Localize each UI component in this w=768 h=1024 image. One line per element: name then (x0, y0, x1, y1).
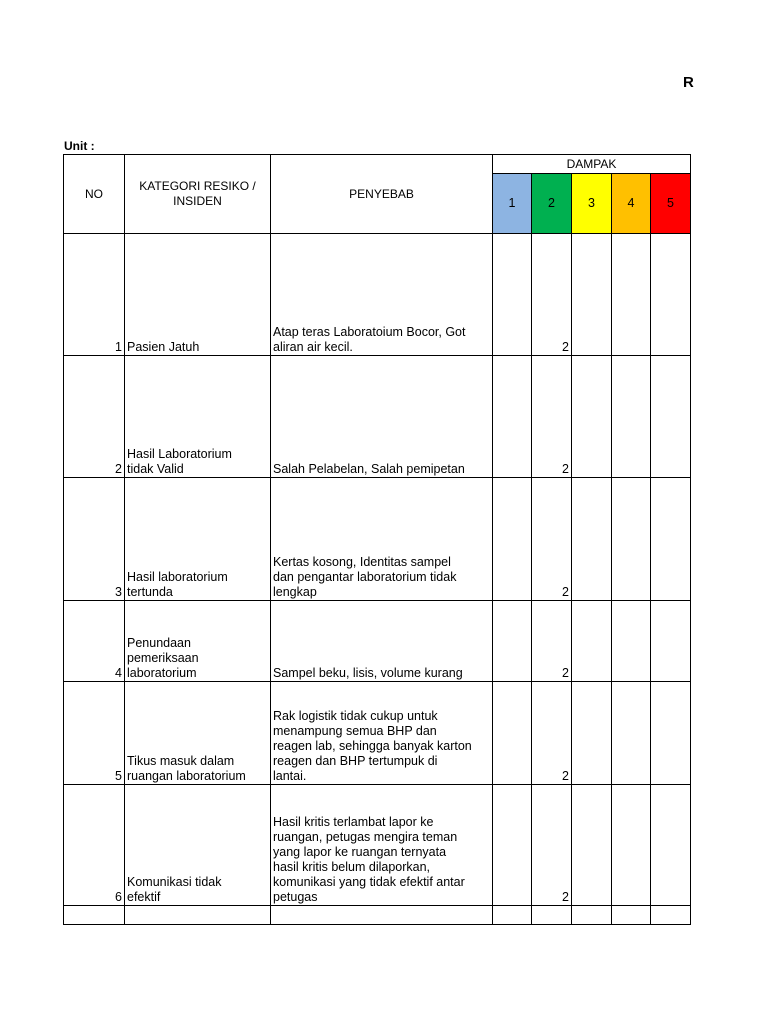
column-header-no: NO (64, 155, 125, 234)
empty-cell (532, 906, 572, 925)
impact-cell-3 (572, 785, 612, 906)
impact-cell-5 (651, 478, 691, 601)
column-header-cause: PENYEBAB (271, 155, 493, 234)
row-number: 3 (64, 478, 125, 601)
column-header-category: KATEGORI RESIKO / INSIDEN (125, 155, 271, 234)
impact-level-4: 4 (612, 174, 651, 234)
risk-category: Hasil laboratorium tertunda (125, 478, 271, 601)
empty-cell (612, 906, 651, 925)
impact-cell-5 (651, 601, 691, 682)
impact-cell-4 (612, 601, 651, 682)
document-title-fragment: R (683, 74, 694, 91)
impact-cell-4 (612, 682, 651, 785)
impact-cell-5 (651, 785, 691, 906)
impact-cell-2: 2 (532, 601, 572, 682)
table-row (64, 356, 691, 478)
empty-cell (271, 906, 493, 925)
empty-cell (493, 906, 532, 925)
impact-cell-3 (572, 356, 612, 478)
impact-cell-4 (612, 356, 651, 478)
row-number: 2 (64, 356, 125, 478)
risk-cause: Sampel beku, lisis, volume kurang (271, 601, 493, 682)
risk-cause: Salah Pelabelan, Salah pemipetan (271, 356, 493, 478)
impact-cell-3 (572, 601, 612, 682)
risk-cause: Kertas kosong, Identitas sampel dan pengantar laboratorium tidak lengkap (271, 478, 493, 601)
risk-category: Tikus masuk dalam ruangan laboratorium (125, 682, 271, 785)
impact-cell-1 (493, 356, 532, 478)
risk-cause: Rak logistik tidak cukup untuk menampung semua BHP dan reagen lab, sehingga banyak karton reagen dan BHP tertumpuk di lantai. (271, 682, 493, 785)
impact-level-2: 2 (532, 174, 572, 234)
impact-cell-4 (612, 478, 651, 601)
table-row (64, 478, 691, 601)
impact-cell-2: 2 (532, 234, 572, 356)
risk-category: Pasien Jatuh (125, 234, 271, 356)
risk-register-table (63, 154, 691, 925)
row-number: 6 (64, 785, 125, 906)
impact-cell-3 (572, 682, 612, 785)
impact-level-5: 5 (651, 174, 691, 234)
impact-cell-1 (493, 682, 532, 785)
row-number: 5 (64, 682, 125, 785)
impact-cell-1 (493, 601, 532, 682)
table-row-empty (64, 906, 691, 925)
unit-label: Unit : (64, 139, 95, 153)
row-number: 4 (64, 601, 125, 682)
impact-cell-2: 2 (532, 682, 572, 785)
risk-category: Hasil Laboratorium tidak Valid (125, 356, 271, 478)
impact-cell-5 (651, 356, 691, 478)
table-row (64, 682, 691, 785)
risk-cause: Hasil kritis terlambat lapor ke ruangan, petugas mengira teman yang lapor ke ruangan ternyata hasil kritis belum dilaporkan, komunikasi yang tidak efektif antar petugas (271, 785, 493, 906)
empty-cell (572, 906, 612, 925)
risk-category: Komunikasi tidak efektif (125, 785, 271, 906)
risk-category: Penundaan pemeriksaan laboratorium (125, 601, 271, 682)
empty-cell (64, 906, 125, 925)
impact-cell-1 (493, 234, 532, 356)
impact-cell-3 (572, 478, 612, 601)
impact-cell-5 (651, 234, 691, 356)
impact-cell-2: 2 (532, 478, 572, 601)
impact-cell-4 (612, 785, 651, 906)
column-header-impact: DAMPAK (493, 155, 691, 174)
impact-cell-2: 2 (532, 356, 572, 478)
table-row (64, 601, 691, 682)
impact-cell-2: 2 (532, 785, 572, 906)
empty-cell (125, 906, 271, 925)
impact-cell-5 (651, 682, 691, 785)
empty-cell (651, 906, 691, 925)
impact-cell-3 (572, 234, 612, 356)
impact-cell-1 (493, 478, 532, 601)
impact-level-3: 3 (572, 174, 612, 234)
table-row (64, 785, 691, 906)
impact-cell-4 (612, 234, 651, 356)
impact-level-1: 1 (493, 174, 532, 234)
table-row (64, 234, 691, 356)
risk-cause: Atap teras Laboratoium Bocor, Got aliran air kecil. (271, 234, 493, 356)
impact-cell-1 (493, 785, 532, 906)
row-number: 1 (64, 234, 125, 356)
